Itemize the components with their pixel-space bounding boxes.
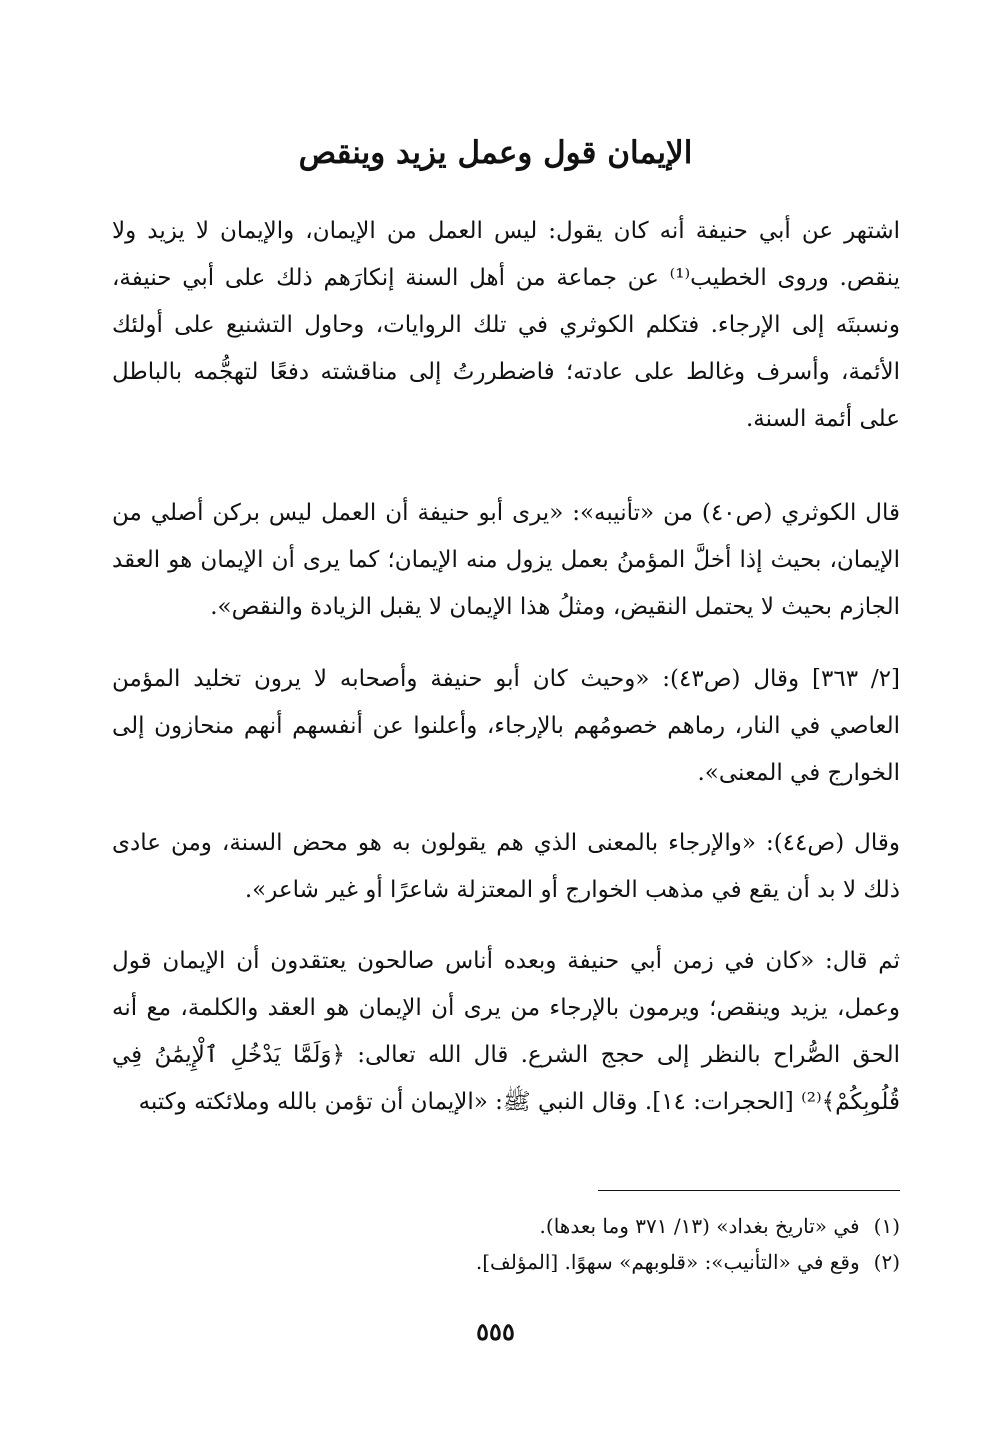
chapter-title: الإيمان قول وعمل يزيد وينقص (298, 135, 693, 171)
footnote-2 (112, 1244, 900, 1280)
footnote-1 (112, 1208, 900, 1244)
page-number: ٥٥٥ (476, 1317, 515, 1346)
footnote-marker: (١) (873, 1214, 900, 1238)
paragraph-4: وقال (ص٤٤): «والإرجاء بالمعنى الذي هم يقولون به هو محض السنة، ومن عادى ذلك لا بد أن يقع في مذهب الخوارج أو المعتزلة شاعرًا أو غير شاعر». (112, 830, 900, 903)
paragraph-5: ثم قال: «كان في زمن أبي حنيفة وبعده أناس صالحون يعتقدون أن الإيمان قول وعمل، يزيد وينقص؛ ويرمون بالإرجاء من يرى أن الإيمان هو العقد والكلمة، مع أنه الحق الصُّراح بالنظر إلى حجج الشرع. قال الله تعالى: ﴿وَلَمَّا يَدْخُلِ ٱلْإِيمَٰنُ فِي قُلُوبِكُمْ﴾⁽²⁾ [الحجرات: ١٤]. وقال النبي ﷺ: «الإيمان أن تؤمن بالله وملائكته وكتبه (112, 948, 900, 1115)
footnote-text: في «تاريخ بغداد» (١٣/ ٣٧١ وما بعدها). (539, 1214, 860, 1238)
footnote-text: وقع في «التأنيب»: «قلوبهم» سهوًا. [المؤلف]. (475, 1250, 860, 1274)
footnote-divider (598, 1190, 900, 1191)
paragraph-2: قال الكوثري (ص٤٠) من «تأنيبه»: «يرى أبو حنيفة أن العمل ليس بركن أصلي من الإيمان، بحيث إذا أخلَّ المؤمنُ بعمل يزول منه الإيمان؛ كما يرى أن الإيمان هو العقد الجازم بحيث لا يحتمل النقيض، ومثلُ هذا الإيمان لا يقبل الزيادة والنقص». (112, 500, 900, 620)
footnote-marker: (٢) (873, 1250, 900, 1274)
footnotes (112, 1208, 900, 1280)
paragraph-3: [٢/ ٣٦٣] وقال (ص٤٣): «وحيث كان أبو حنيفة وأصحابه لا يرون تخليد المؤمن العاصي في النار، رماهم خصومُهم بالإرجاء، وأعلنوا عن أنفسهم أنهم منحازون إلى الخوارج في المعنى». (112, 666, 900, 786)
paragraph-1: اشتهر عن أبي حنيفة أنه كان يقول: ليس العمل من الإيمان، والإيمان لا يزيد ولا ينقص. وروى الخطيب⁽¹⁾ عن جماعة من أهل السنة إنكارَهم ذلك على أبي حنيفة، ونسبتَه إلى الإرجاء. فتكلم الكوثري في تلك الروايات، وحاول التشنيع على أولئك الأئمة، وأسرف وغالط على عادته؛ فاضطررتُ إلى مناقشته دفعًا لتهجُّمه بالباطل على أئمة السنة. (112, 218, 900, 432)
